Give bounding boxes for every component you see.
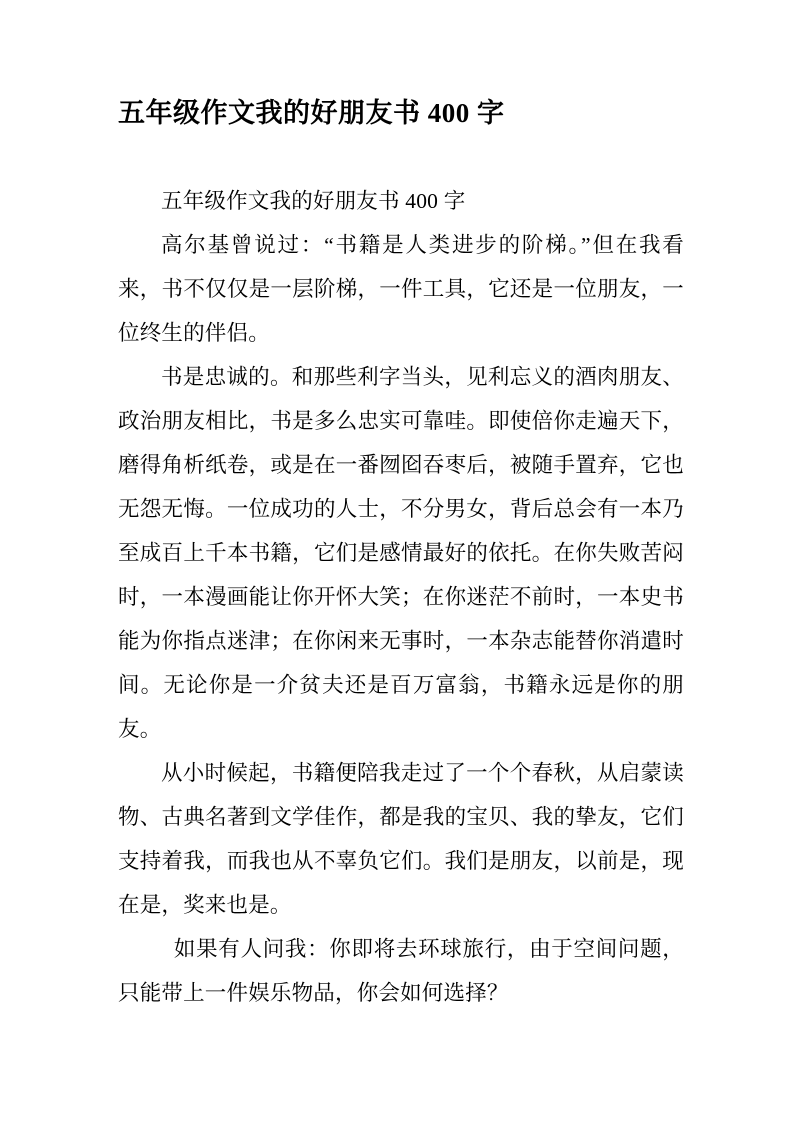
paragraph: 如果有人问我：你即将去环球旅行，由于空间问题，只能带上一件娱乐物品，你会如何选择？ xyxy=(118,936,684,1005)
document-body xyxy=(118,179,684,1015)
paragraph: 书是忠诚的。和那些利字当头，见利忘义的酒肉朋友、政治朋友相比，书是多么忠实可靠哇。即使倍你走遍天下，磨得角析纸卷，或是在一番囫囵吞枣后，被随手置弃，它也无怨无悔。一位成功的人士，不分男女，背后总会有一本乃至成百上千本书籍，它们是感情最好的依托。在你失败苦闷时，一本漫画能让你开怀大笑；在你迷茫不前时，一本史书能为你指点迷津；在你闲来无事时，一本杂志能替你消遣时间。无论你是一介贫夫还是百万富翁，书籍永远是你的朋友。 xyxy=(118,364,684,741)
paragraph: 高尔基曾说过：“书籍是人类进步的阶梯。”但在我看来，书不仅仅是一层阶梯，一件工具，它还是一位朋友，一位终生的伴侣。 xyxy=(118,232,684,345)
paragraph: 从小时候起，书籍便陪我走过了一个个春秋，从启蒙读物、古典名著到文学佳作，都是我的宝贝、我的挚友，它们支持着我，而我也从不辜负它们。我们是朋友，以前是，现在是，奖来也是。 xyxy=(118,760,684,917)
page-title: 五年级作文我的好朋友书 400 字 xyxy=(118,98,505,128)
document-content xyxy=(118,0,684,1015)
paragraph: 五年级作文我的好朋友书 400 字 xyxy=(161,188,466,213)
